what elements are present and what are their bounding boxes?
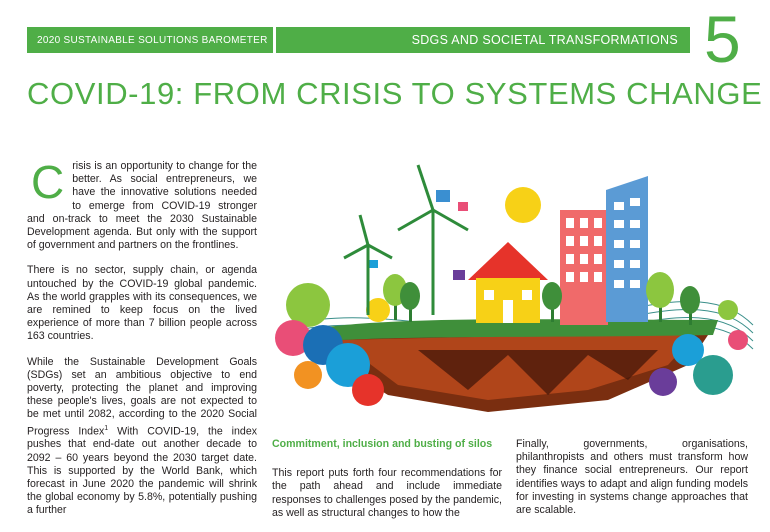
page-number: 5 [704,2,741,76]
paragraph-3-text-a: While the Sustainable Development Goals (SDGs) set an ambitious objective to end poverty, protecting the planet and improving these people's lives, goals are not expected to be met until 2082, according to the 2020 Social Progress Index [27,355,257,438]
column-2-paragraph: This report puts forth four recommendations for the path ahead and include immediate responses to challenges posed by the pandemic, as well as structural changes to how the [272,467,502,519]
header-left-bar [27,27,273,53]
column-3 [516,438,748,529]
column-2 [272,438,502,532]
column-3-paragraph: Finally, governments, organisations, philanthropists and others must transform how they finance social entrepreneurs. Our report identifies ways to adapt and align funding models for investing in systems change approaches that are scalable. [516,438,748,517]
page-title: COVID-19: FROM CRISIS TO SYSTEMS CHANGE [27,76,763,111]
drop-cap: C [31,156,65,208]
header-left-label: 2020 SUSTAINABLE SOLUTIONS BAROMETER [37,34,268,46]
header-right-bar [276,27,690,53]
intro-paragraph [27,156,257,252]
paragraph-3 [27,356,257,518]
city-island-illustration [268,150,758,420]
footnote-ref: 1 [104,424,109,432]
intro-text: risis is an opportunity to change for the better. As social entrepreneurs, we have the innovative solutions needed to emerge from COVID-19 stronger and on-track to meet the 2030 Sustainable Development agenda. But only with the support of government and partners on the frontlines. [27,160,257,252]
paragraph-3-text-b: With COVID-19, the index pushes that end-date out another decade to 2092 – 60 years beyond the 2030 target date. This is supported by the World Bank, which forecast in June 2020 the pandemic will shrink the global economy by 5.8%, potentially pushing a further [27,425,258,517]
header-right-label: SDGS AND SOCIETAL TRANSFORMATIONS [411,33,678,47]
section-subheading: Commitment, inclusion and busting of silos [272,438,493,450]
column-1 [27,156,258,530]
paragraph-2: There is no sector, supply chain, or agenda untouched by the COVID-19 global pandemic. As the world grapples with its consequences, we are remined to keep focus on the lived experience of more than 7 billion people across 163 countries. [27,264,257,343]
